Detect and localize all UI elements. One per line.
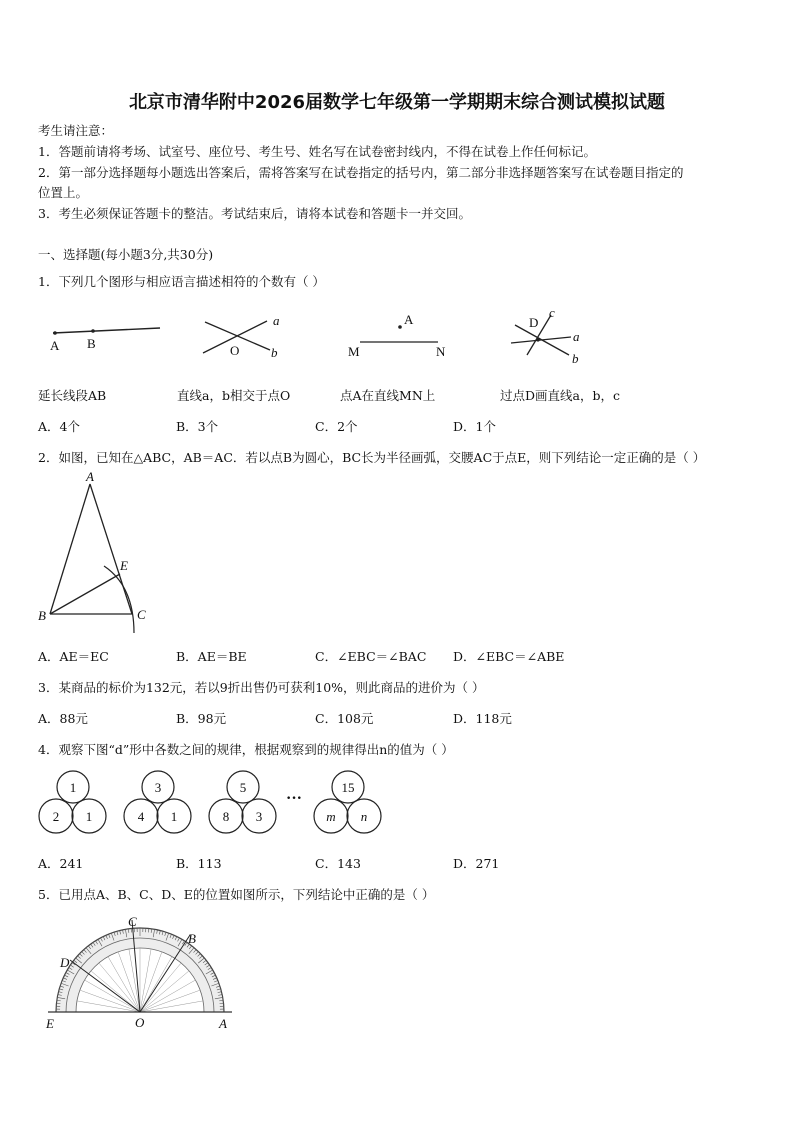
q1-option-a[interactable]: A．4个	[38, 419, 80, 434]
q4-g2-left: 4	[137, 809, 145, 824]
q4-group-1	[39, 771, 106, 833]
q4-option-a[interactable]: A．241	[38, 856, 84, 871]
q1-caption-4: 过点D画直线a，b，c	[500, 388, 620, 403]
q1-label-O: O	[230, 343, 240, 358]
q3-option-c[interactable]: C．108元	[315, 711, 374, 726]
q4-g2-top: 3	[154, 780, 162, 795]
q1-caption-2: 直线a，b相交于点O	[177, 388, 291, 403]
q3-stem: 3．某商品的标价为132元，若以9折出售仍可获利10%，则此商品的进价为（ ）	[38, 680, 485, 695]
q5-label-B: B	[188, 931, 196, 946]
q1-label-D: D	[529, 315, 539, 330]
q5-label-C: C	[128, 914, 137, 929]
q1-option-b[interactable]: B．3个	[176, 419, 219, 434]
q4-group-4	[314, 771, 381, 833]
q1-label-A: A	[50, 338, 60, 353]
q1-figure-1	[40, 318, 170, 358]
q1-figure-3	[340, 308, 460, 363]
q1-option-c[interactable]: C．2个	[315, 419, 358, 434]
q1-caption-3: 点A在直线MN上	[340, 388, 436, 403]
q5-protractor-figure	[40, 910, 250, 1035]
q1-label-B: B	[87, 336, 96, 351]
q4-g4-top: 15	[341, 780, 355, 795]
q4-g3-right: 3	[255, 809, 263, 824]
q1-stem: 1．下列几个图形与相应语言描述相符的个数有（ ）	[38, 274, 325, 289]
q5-label-E: E	[46, 1016, 54, 1031]
q2-option-d[interactable]: D．∠EBC＝∠ABE	[453, 649, 565, 664]
q1-label-A2: A	[404, 312, 414, 327]
q1-label-a4: a	[573, 329, 580, 344]
q4-figure-d-shapes	[36, 770, 396, 840]
q4-g3-left: 8	[222, 809, 230, 824]
q4-option-c[interactable]: C．143	[315, 856, 361, 871]
notice-item-2-cont: 位置上。	[38, 185, 89, 200]
q3-option-a[interactable]: A．88元	[38, 711, 88, 726]
q2-stem: 2．如图，已知在△ABC，AB＝AC．若以点B为圆心，BC长为半径画弧，交腰AC于点E，则下列结论一定正确的是（ ）	[38, 450, 706, 465]
q1-figure-2	[195, 310, 295, 365]
q1-label-b4: b	[572, 351, 579, 366]
q4-stem: 4．观察下图“d”形中各数之间的规律，根据观察到的规律得出n的值为（ ）	[38, 742, 454, 757]
q4-g4-left: m	[326, 809, 336, 824]
q1-label-N: N	[436, 344, 446, 359]
q1-label-c: c	[549, 305, 555, 320]
q2-option-b[interactable]: B．AE＝BE	[176, 649, 247, 664]
q2-figure-triangle	[34, 468, 164, 638]
q5-label-A: A	[219, 1016, 227, 1031]
q2-option-a[interactable]: A．AE＝EC	[38, 649, 109, 664]
section-heading: 一、选择题(每小题3分,共30分)	[38, 247, 214, 262]
q4-g3-top: 5	[239, 780, 247, 795]
q5-stem: 5．已用点A、B、C、D、E的位置如图所示，下列结论中正确的是（ ）	[38, 887, 435, 902]
q4-option-d[interactable]: D．271	[453, 856, 500, 871]
q1-label-b: b	[271, 345, 278, 360]
notice-item-1: 1．答题前请将考场、试室号、座位号、考生号、姓名写在试卷密封线内，不得在试卷上作任何标记。	[38, 144, 596, 159]
q3-option-d[interactable]: D．118元	[453, 711, 512, 726]
q4-g1-left: 2	[52, 809, 60, 824]
q3-option-b[interactable]: B．98元	[176, 711, 227, 726]
q1-caption-1: 延长线段AB	[38, 388, 107, 403]
q1-label-a: a	[273, 313, 280, 328]
q2-label-A: A	[86, 469, 94, 484]
q2-label-C: C	[137, 607, 146, 622]
q2-option-c[interactable]: C．∠EBC＝∠BAC	[315, 649, 427, 664]
q4-ellipsis: ···	[285, 790, 303, 807]
q4-g1-top: 1	[69, 780, 77, 795]
q2-label-E: E	[120, 558, 128, 573]
page-title: 北京市清华附中2026届数学七年级第一学期期末综合测试模拟试题	[128, 92, 666, 113]
q4-g2-right: 1	[170, 809, 178, 824]
notice-item-2: 2．第一部分选择题每小题选出答案后，需将答案写在试卷指定的括号内，第二部分非选择题答案写在试卷题目指定的	[38, 165, 684, 180]
q4-g4-right: n	[360, 809, 368, 824]
q4-option-b[interactable]: B．113	[176, 856, 222, 871]
q4-group-3	[209, 771, 276, 833]
notice-heading: 考生请注意：	[38, 123, 114, 138]
q4-g1-right: 1	[85, 809, 93, 824]
q5-label-O: O	[135, 1015, 145, 1030]
notice-item-3: 3．考生必须保证答题卡的整洁。考试结束后，请将本试卷和答题卡一并交回。	[38, 206, 471, 221]
q4-group-2	[124, 771, 191, 833]
q1-figure-4	[505, 305, 595, 370]
q1-option-d[interactable]: D．1个	[453, 419, 496, 434]
q5-label-D: D	[60, 955, 70, 970]
q2-label-B: B	[38, 608, 46, 623]
q1-label-M: M	[348, 344, 360, 359]
